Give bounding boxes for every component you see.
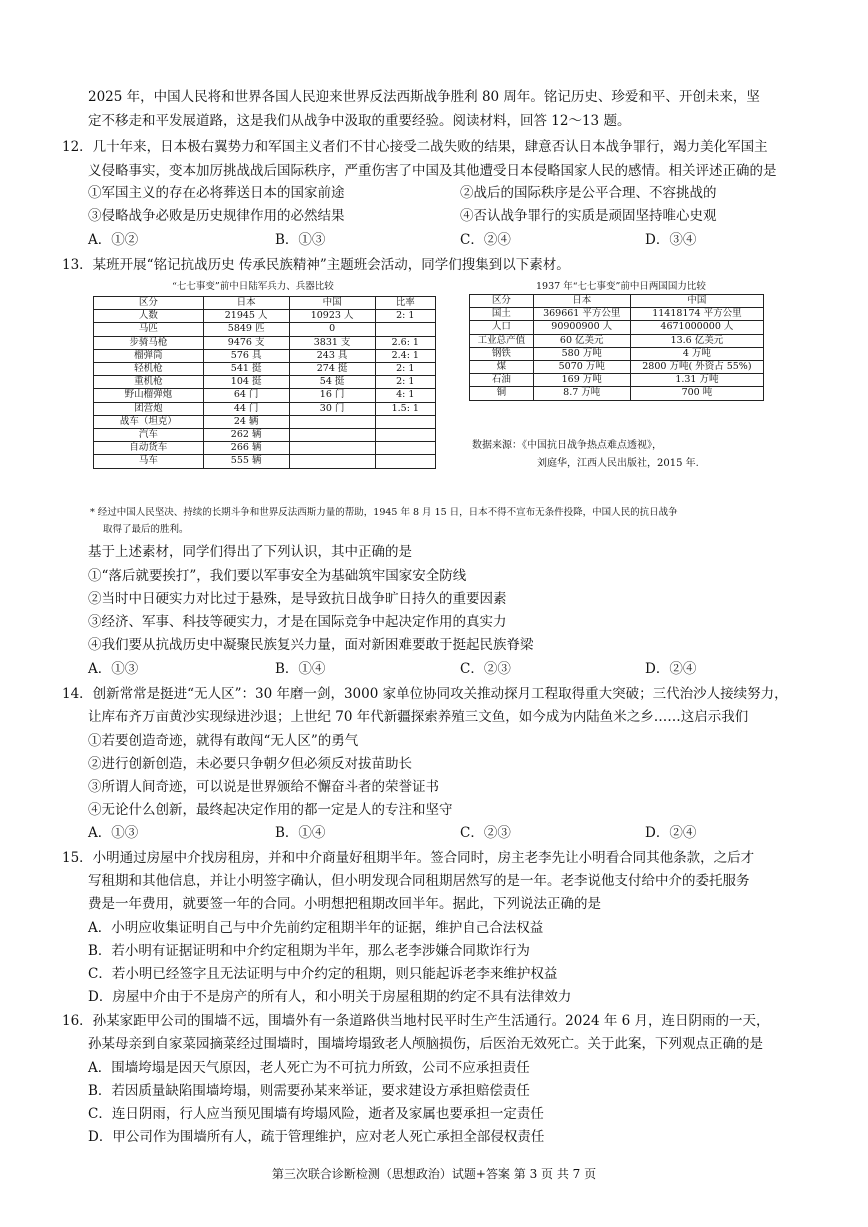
q13-option-a[interactable]: A．①③ <box>88 661 139 677</box>
table-cell: 工业总产值 <box>470 334 534 347</box>
table-cell: 60 亿美元 <box>533 334 630 347</box>
table-cell: 重机枪 <box>94 376 204 389</box>
table-cell: 30 门 <box>289 402 375 415</box>
source-line-1: 数据来源：《中国抗日战争热点难点透视》， <box>472 440 662 451</box>
q14-option-d[interactable]: D．②④ <box>645 825 697 841</box>
q12-stem-2: 义侵略事实，变本加厉挑战战后国际秩序，严重伤害了中国及其他遭受日本侵略国家人民的感情。相关评述正确的是 <box>88 163 777 179</box>
table-cell: 104 挺 <box>203 376 289 389</box>
table-row <box>94 455 436 468</box>
q12-option-c[interactable]: C．②④ <box>460 232 511 248</box>
table-cell: 576 具 <box>203 349 289 362</box>
q12-statement-1: ①军国主义的存在必将葬送日本的国家前途 <box>88 185 345 201</box>
table-cell: 243 具 <box>289 349 375 362</box>
q14-stem-1: 14．创新常常是挺进“无人区”：30 年磨一剑，3000 家单位协同攻关推动探月工程取得重大突破；三代治沙人接续努力， <box>62 686 788 702</box>
q14-statement-3: ③所谓人间奇迹，可以说是世界颁给不懈奋斗者的荣誉证书 <box>88 779 439 795</box>
q14-statement-4: ④无论什么创新，最终起决定作用的都一定是人的专注和坚守 <box>88 802 453 818</box>
table-cell: 榴弹筒 <box>94 349 204 362</box>
table-cell <box>289 429 375 442</box>
q15-option-c[interactable]: C．若小明已经签字且无法证明与中介约定的租期，则只能起诉老李来维护权益 <box>88 966 558 982</box>
q12-statement-3: ③侵略战争必败是历史规律作用的必然结果 <box>88 208 345 224</box>
army-comparison-table <box>93 296 436 469</box>
table-cell <box>375 442 435 455</box>
table-row <box>94 349 436 362</box>
table-cell: 2.6: 1 <box>375 336 435 349</box>
table-cell: 2.4: 1 <box>375 349 435 362</box>
table-cell: 44 门 <box>203 402 289 415</box>
table-row <box>470 334 764 347</box>
table-cell: 8.7 万吨 <box>533 387 630 400</box>
table1-title: “七七事变”前中日陆军兵力、兵器比较 <box>172 281 334 292</box>
q16-option-a[interactable]: A．围墙垮塌是因天气原因，老人死亡为不可抗力所致，公司不应承担责任 <box>88 1060 530 1076</box>
table-cell: 262 辆 <box>203 429 289 442</box>
table-row <box>94 376 436 389</box>
table-header-cell: 区分 <box>94 297 204 310</box>
table-cell: 54 挺 <box>289 376 375 389</box>
table-cell: 580 万吨 <box>533 347 630 360</box>
table-cell: 马匹 <box>94 323 204 336</box>
q16-stem-2: 孙某母亲到自家菜园摘菜经过围墙时，围墙垮塌致老人颅脑损伤，后医治无效死亡。关于此案，下列观点正确的是 <box>88 1036 763 1052</box>
q13-statement-4: ④我们要从抗战历史中凝聚民族复兴力量，面对新困难要敢于挺起民族脊梁 <box>88 637 534 653</box>
q12-option-b[interactable]: B．①③ <box>275 232 326 248</box>
q14-option-b[interactable]: B．①④ <box>275 825 326 841</box>
table-row <box>94 429 436 442</box>
table-cell: 步骑马枪 <box>94 336 204 349</box>
q13-statement-2: ②当时中日硬实力对比过于悬殊，是导致抗日战争旷日持久的重要因素 <box>88 591 507 607</box>
q15-option-b[interactable]: B．若小明有证据证明和中介约定租期为半年，那么老李涉嫌合同欺诈行为 <box>88 943 530 959</box>
table-header-cell: 日本 <box>203 297 289 310</box>
q12-option-a[interactable]: A．①② <box>88 232 139 248</box>
page-footer: 第三次联合诊断检测（思想政治）试题+答案 第 3 页 共 7 页 <box>271 1167 597 1181</box>
table-row <box>470 361 764 374</box>
table-cell: 轻机枪 <box>94 363 204 376</box>
q14-option-a[interactable]: A．①③ <box>88 825 139 841</box>
table-cell: 团营炮 <box>94 402 204 415</box>
q14-statement-2: ②进行创新创造，未必要只争朝夕但必须反对拔苗助长 <box>88 756 412 772</box>
table-row <box>470 321 764 334</box>
table-row <box>94 336 436 349</box>
table-row <box>94 389 436 402</box>
note-line-2: 取得了最后的胜利。 <box>103 524 189 535</box>
table-cell: 169 万吨 <box>533 374 630 387</box>
q13-option-d[interactable]: D．②④ <box>645 661 697 677</box>
table-cell <box>289 442 375 455</box>
table-header-cell: 比率 <box>375 297 435 310</box>
table-cell: 人数 <box>94 310 204 323</box>
table-header-cell: 中国 <box>630 295 763 308</box>
q15-option-a[interactable]: A．小明应收集证明自己与中介先前约定租期半年的证据，维护自己合法权益 <box>88 920 544 936</box>
table-cell: 煤 <box>470 361 534 374</box>
table-cell: 5849 匹 <box>203 323 289 336</box>
table-cell: 700 吨 <box>630 387 763 400</box>
table-cell: 国土 <box>470 308 534 321</box>
q12-option-d[interactable]: D．③④ <box>645 232 697 248</box>
q16-option-d[interactable]: D．甲公司作为围墙所有人，疏于管理维护，应对老人死亡承担全部侵权责任 <box>88 1129 545 1145</box>
table-cell: 4 万吨 <box>630 347 763 360</box>
q15-stem-3: 费是一年费用，就要签一年的合同。小明想把租期改回半年。据此，下列说法正确的是 <box>88 896 601 912</box>
table-cell: 555 辆 <box>203 455 289 468</box>
table-row <box>470 308 764 321</box>
table-cell: 战车（坦克） <box>94 415 204 428</box>
q13-option-c[interactable]: C．②③ <box>460 661 511 677</box>
table-cell: 人口 <box>470 321 534 334</box>
table-cell <box>375 429 435 442</box>
table-cell: 2: 1 <box>375 310 435 323</box>
intro-line-2: 定不移走和平发展道路，这是我们从战争中汲取的重要经验。阅读材料，回答 12～13 题。 <box>88 113 631 129</box>
table-cell: 马车 <box>94 455 204 468</box>
table-cell: 541 挺 <box>203 363 289 376</box>
table-cell <box>375 323 435 336</box>
table-row <box>94 323 436 336</box>
table-cell: 21945 人 <box>203 310 289 323</box>
table-header-cell: 中国 <box>289 297 375 310</box>
table-cell: 11418174 平方公里 <box>630 308 763 321</box>
note-line-1: * 经过中国人民坚决、持续的长期斗争和世界反法西斯力量的帮助，1945 年 8 月 15 日，日本不得不宣布无条件投降，中国人民的抗日战争 <box>90 507 678 518</box>
table-cell: 64 门 <box>203 389 289 402</box>
q13-statement-3: ③经济、军事、科技等硬实力，才是在国际竞争中起决定作用的真实力 <box>88 614 507 630</box>
table-row <box>470 387 764 400</box>
table-row <box>94 442 436 455</box>
q13-ask: 基于上述素材，同学们得出了下列认识，其中正确的是 <box>88 544 412 560</box>
q13-statement-1: ①“落后就要挨打”，我们要以军事安全为基础筑牢国家安全防线 <box>88 568 467 584</box>
table-cell: 3831 支 <box>289 336 375 349</box>
table-cell <box>289 455 375 468</box>
q15-stem-1: 15．小明通过房屋中介找房租房，并和中介商量好租期半年。签合同时，房主老李先让小明看合同其他条款，之后才 <box>62 850 755 866</box>
table-cell: 369661 平方公里 <box>533 308 630 321</box>
table-row <box>94 310 436 323</box>
q13-stem: 13．某班开展“铭记抗战历史 传承民族精神”主题班会活动，同学们搜集到以下素材。 <box>62 257 570 273</box>
q14-stem-2: 让库布齐万亩黄沙实现绿进沙退；上世纪 70 年代新疆探索养殖三文鱼，如今成为内陆鱼米之乡……这启示我们 <box>88 709 749 725</box>
intro-line-1: 2025 年，中国人民将和世界各国人民迎来世界反法西斯战争胜利 80 周年。铭记历史、珍爱和平、开创未来，坚 <box>88 89 760 105</box>
table-cell: 90900900 人 <box>533 321 630 334</box>
source-line-2: 刘庭华，江西人民出版社，2015 年. <box>537 458 699 469</box>
table-cell <box>375 415 435 428</box>
table-header-cell: 区分 <box>470 295 534 308</box>
table-row <box>470 374 764 387</box>
table-row <box>470 347 764 360</box>
q16-option-b[interactable]: B．若因质量缺陷围墙垮塌，则需要孙某来举证，要求建设方承担赔偿责任 <box>88 1083 530 1099</box>
q15-stem-2: 写租期和其他信息，并让小明签字确认，但小明发现合同租期居然写的是一年。老李说他支付给中介的委托服务 <box>88 873 750 889</box>
table-cell: 5070 万吨 <box>533 361 630 374</box>
q16-stem-1: 16．孙某家距甲公司的围墙不远，围墙外有一条道路供当地村民平时生产生活通行。2024 年 6 月，连日阴雨的一天， <box>62 1013 770 1029</box>
national-strength-table <box>469 294 764 401</box>
q16-option-c[interactable]: C．连日阴雨，行人应当预见围墙有垮塌风险，逝者及家属也要承担一定责任 <box>88 1106 544 1122</box>
table-cell: 铜 <box>470 387 534 400</box>
table-cell: 0 <box>289 323 375 336</box>
table-cell: 2: 1 <box>375 376 435 389</box>
q12-statement-4: ④否认战争罪行的实质是顽固坚持唯心史观 <box>460 208 717 224</box>
table-cell: 10923 人 <box>289 310 375 323</box>
table-row <box>94 415 436 428</box>
table-cell <box>289 415 375 428</box>
q13-option-b[interactable]: B．①④ <box>275 661 326 677</box>
q12-stem-1: 12．几十年来，日本极右翼势力和军国主义者们不甘心接受二战失败的结果，肆意否认日本战争罪行，竭力美化军国主 <box>62 139 768 155</box>
table-cell: 2800 万吨( 外资占 55%) <box>630 361 763 374</box>
table-cell: 1.5: 1 <box>375 402 435 415</box>
table-header-cell: 日本 <box>533 295 630 308</box>
table-cell: 2: 1 <box>375 363 435 376</box>
table-cell: 钢铁 <box>470 347 534 360</box>
table-cell: 4: 1 <box>375 389 435 402</box>
table-cell: 274 挺 <box>289 363 375 376</box>
table-cell: 1.31 万吨 <box>630 374 763 387</box>
table-row <box>94 363 436 376</box>
table-cell: 9476 支 <box>203 336 289 349</box>
table-cell: 野山榴弹炮 <box>94 389 204 402</box>
table-cell: 16 门 <box>289 389 375 402</box>
table-cell: 石油 <box>470 374 534 387</box>
table-cell <box>375 455 435 468</box>
q14-statement-1: ①若要创造奇迹，就得有敢闯“无人区”的勇气 <box>88 733 359 749</box>
table-cell: 13.6 亿美元 <box>630 334 763 347</box>
table-cell: 汽车 <box>94 429 204 442</box>
table-cell: 266 辆 <box>203 442 289 455</box>
table-cell: 4671000000 人 <box>630 321 763 334</box>
q15-option-d[interactable]: D．房屋中介由于不是房产的所有人，和小明关于房屋租期的约定不具有法律效力 <box>88 989 572 1005</box>
table2-title: 1937 年“七七事变”前中日两国国力比较 <box>536 281 706 292</box>
q12-statement-2: ②战后的国际秩序是公平合理、不容挑战的 <box>460 185 717 201</box>
table-cell: 24 辆 <box>203 415 289 428</box>
table-row <box>94 402 436 415</box>
q14-option-c[interactable]: C．②③ <box>460 825 511 841</box>
table-cell: 自动货车 <box>94 442 204 455</box>
